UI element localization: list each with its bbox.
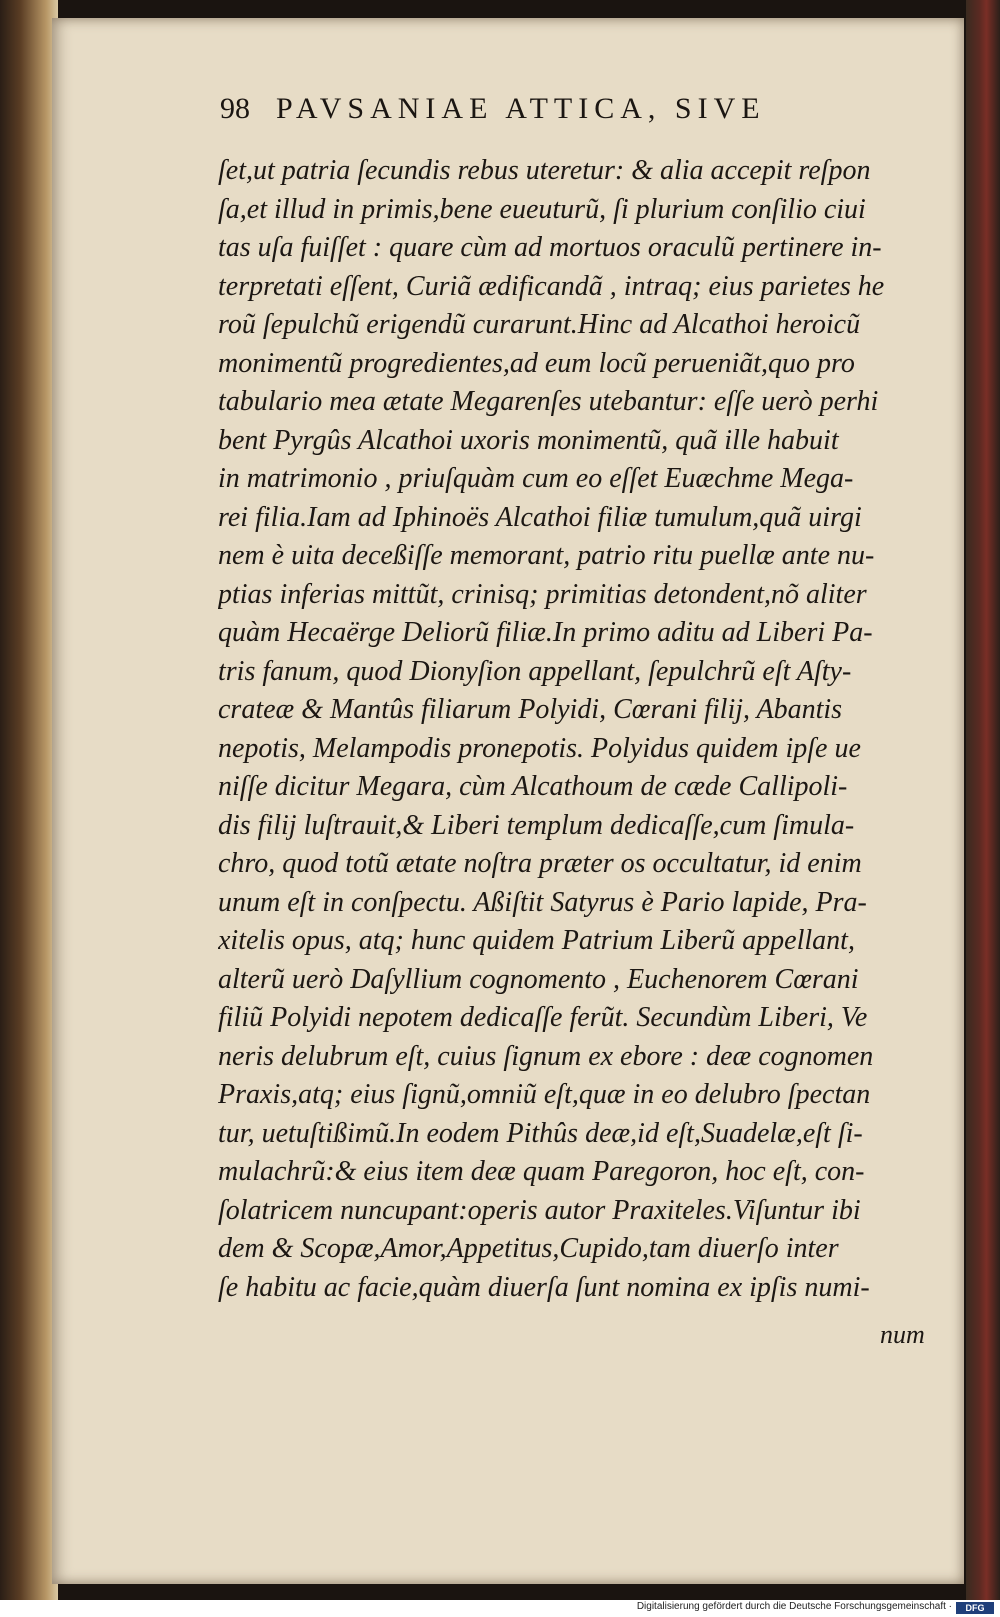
text-line: monimentũ progredientes,ad eum locũ perueniãt,quo pro bbox=[218, 347, 855, 379]
text-line: mulachrũ:& eius item deæ quam Paregoron, hoc eſt, con- bbox=[218, 1156, 865, 1187]
text-line: rei filia.Iam ad Iphinoës Alcathoi filiæ tumulum,quã uirgi bbox=[218, 501, 862, 533]
text-line: unum eſt in conſpectu. Aßiſtit Satyrus è Pario lapide, Pra- bbox=[218, 886, 867, 918]
text-line: ſet,ut patria ſecundis rebus uteretur: & alia accepit reſpon bbox=[218, 155, 871, 186]
body-text bbox=[218, 152, 918, 1307]
text-line: tur, uetuſtißimũ.In eodem Pithûs deæ,id eſt,Suadelæ,eſt ſi- bbox=[218, 1117, 863, 1149]
text-line: dis filij luſtrauit,& Liberi templum dedicaſſe,cum ſimula- bbox=[218, 809, 855, 841]
text-line: niſſe dicitur Megara, cùm Alcathoum de cæde Callipoli- bbox=[218, 771, 848, 802]
text-line: tris fanum, quod Dionyſion appellant, ſepulchrũ eſt Aſty- bbox=[218, 655, 852, 687]
catchword: num bbox=[880, 1320, 925, 1349]
running-head: PAVSANIAE ATTICA, SIVE bbox=[276, 92, 766, 125]
page-header bbox=[220, 92, 920, 142]
text-line: in matrimonio , priuſquàm cum eo eſſet Euæchme Mega- bbox=[218, 463, 854, 494]
text-line: crateæ & Mantûs filiarum Polyidi, Cœrani filij, Abantis bbox=[218, 694, 843, 725]
page-number: 98 bbox=[220, 92, 250, 125]
text-line: alterũ uerò Daſyllium cognomento , Euchenorem Cœrani bbox=[218, 963, 859, 995]
text-line: ſe habitu ac facie,quàm diuerſa ſunt nomina ex ipſis numi- bbox=[218, 1271, 870, 1303]
book-edge bbox=[966, 0, 1000, 1600]
text-line: terpretati eſſent, Curiã ædificandã , intraq; eius parietes he bbox=[218, 270, 885, 302]
text-line: neris delubrum eſt, cuius ſignum ex ebore : deæ cognomen bbox=[218, 1040, 874, 1072]
text-line: ptias inferias mittũt, crinisq; primitias detondent,nõ aliter bbox=[218, 578, 867, 610]
text-line: tas uſa fuiſſet : quare cùm ad mortuos oraculũ pertinere in- bbox=[218, 232, 882, 263]
text-line: ſa,et illud in primis,bene eueuturũ, ſi plurium conſilio ciui bbox=[218, 193, 866, 225]
dfg-logo-icon: DFG bbox=[956, 1602, 994, 1614]
text-line: bent Pyrgûs Alcathoi uxoris monimentũ, quã ille habuit bbox=[218, 424, 839, 456]
text-line: nepotis, Melampodis pronepotis. Polyidus quidem ipſe ue bbox=[218, 732, 861, 764]
text-line: ſolatricem nuncupant:operis autor Praxiteles.Viſuntur ibi bbox=[218, 1194, 861, 1226]
book-spine bbox=[0, 0, 58, 1600]
text-line: dem & Scopæ,Amor,Appetitus,Cupido,tam diuerſo inter bbox=[218, 1233, 839, 1264]
text-line: roũ ſepulchũ erigendũ curarunt.Hinc ad Alcathoi heroicũ bbox=[218, 309, 861, 340]
text-line: Praxis,atq; eius ſignũ,omniũ eſt,quæ in eo delubro ſpectan bbox=[218, 1079, 871, 1110]
text-line: nem è uita deceßiſſe memorant, patrio ritu puellæ ante nu- bbox=[218, 540, 875, 571]
text-line: chro, quod totũ ætate noſtra præter os occultatur, id enim bbox=[218, 848, 862, 879]
funding-notice: Digitalisierung gefördert durch die Deutsche Forschungsgemeinschaft · bbox=[636, 1601, 952, 1612]
text-line: filiũ Polyidi nepotem dedicaſſe ferũt. Secundùm Liberi, Ve bbox=[218, 1002, 868, 1033]
text-line: xitelis opus, atq; hunc quidem Patrium Liberũ appellant, bbox=[218, 925, 855, 956]
text-line: tabulario mea ætate Megarenſes utebantur: eſſe uerò perhi bbox=[218, 386, 879, 417]
text-line: quàm Hecaërge Deliorũ filiæ.In primo aditu ad Liberi Pa- bbox=[218, 617, 873, 648]
digitization-footer bbox=[0, 1600, 1000, 1617]
